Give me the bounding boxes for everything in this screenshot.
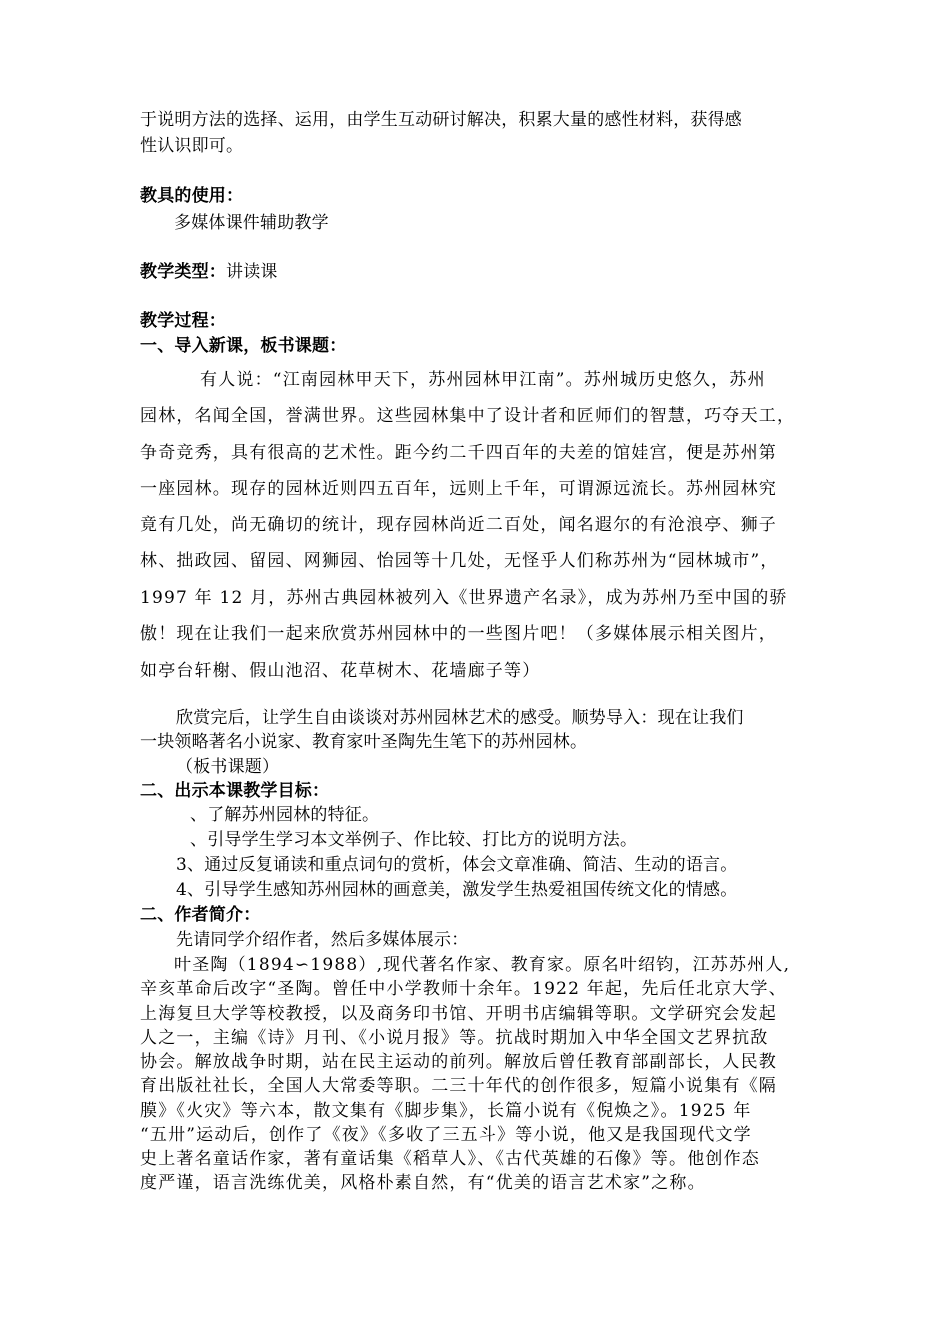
section2-heading: 二、出示本课教学目标： [140,781,330,801]
tools-text: 多媒体课件辅助教学 [174,213,329,233]
intro-line-2: 性认识即可。 [140,136,244,156]
tools-heading: 教具的使用： [140,186,244,206]
bio-line: 辛亥革命后改字“圣陶。曾任中小学教师十余年。1922 年起，先后任北京大学、 [140,979,787,999]
goal-item: 3、通过反复诵读和重点词句的赏析，体会文章准确、简洁、生动的语言。 [176,855,738,875]
section1-para1-line: 如亭台轩榭、假山池沼、花草树木、花墙廊子等） [140,661,541,681]
bio-line: 育出版社社长，全国人大常委等职。二三十年代的创作很多，短篇小说集有《隔 [140,1076,777,1096]
bio-line: 协会。解放战争时期，站在民主运动的前列。解放后曾任教育部副部长，人民教 [140,1052,777,1072]
section1-para1-line: 园林，名闻全国，誉满世界。这些园林集中了设计者和匠师们的智慧，巧夺天工， [140,406,796,426]
type-value: 讲读课 [226,262,278,282]
section1-para1-line: 1997 年 12 月，苏州古典园林被列入《世界遗产名录》，成为苏州乃至中国的骄 [140,588,788,608]
bio-line: 人之一，主编《诗》月刊、《小说月报》等。抗战时期加入中华全国文艺界抗敌 [140,1028,769,1048]
section3-heading: 二、作者简介： [140,905,261,925]
bio-line: 史上著名童话作家，著有童话集《稻草人》、《古代英雄的石像》等。他创作态 [140,1149,760,1169]
section1-para2-line: 一块领略著名小说家、教育家叶圣陶先生笔下的苏州园林。 [140,732,588,752]
goal-item: 、了解苏州园林的特征。 [190,805,380,825]
section1-para1-line: 争奇竞秀，具有很高的艺术性。距今约二千四百年的夫差的馆娃宫，便是苏州第 [140,443,777,463]
teaching-type [140,262,820,282]
bio-line: 叶圣陶（1894∽1988）,现代著名作家、教育家。原名叶绍钧，江苏苏州人, [174,955,791,975]
type-heading: 教学类型： [140,262,226,282]
section1-para2-line: 欣赏完后，让学生自由谈谈对苏州园林艺术的感受。顺势导入：现在让我们 [176,708,744,728]
bio-line: 度严谨，语言洗练优美，风格朴素自然，有“优美的语言艺术家”之称。 [140,1173,706,1193]
bio-line: “五卅”运动后，创作了《夜》《多收了三五斗》等小说，他又是我国现代文学 [140,1125,752,1145]
goal-item: 4、引导学生感知苏州园林的画意美，激发学生热爱祖国传统文化的情感。 [176,880,738,900]
bio-line: 上海复旦大学等校教授，以及商务印书馆、开明书店编辑等职。文学研究会发起 [140,1004,777,1024]
bio-line: 膜》《火灾》等六本，散文集有《脚步集》，长篇小说有《倪焕之》。1925 年 [140,1101,752,1121]
section1-para1-line: 傲！现在让我们一起来欣赏苏州园林中的一些图片吧！（多媒体展示相关图片， [140,624,777,644]
section1-para1-line: 竟有几处，尚无确切的统计，现存园林尚近二百处，闻名遐尔的有沧浪亭、狮子 [140,515,777,535]
section1-para2-line: （板书课题） [176,757,280,777]
goal-item: 、引导学生学习本文举例子、作比较、打比方的说明方法。 [190,830,638,850]
process-heading: 教学过程： [140,311,226,331]
section1-para1-line: 一座园林。现存的园林近则四五百年，远则上千年，可谓源远流长。苏州园林究 [140,479,777,499]
section1-heading: 一、导入新课，板书课题： [140,336,347,356]
section3-lead: 先请同学介绍作者，然后多媒体展示： [176,930,469,950]
section1-para1-line: 林、拙政园、留园、网狮园、怡园等十几处，无怪乎人们称苏州为“园林城市”， [140,551,779,571]
section1-para1-line: 有人说：“江南园林甲天下，苏州园林甲江南”。苏州城历史悠久，苏州 [200,370,766,390]
intro-line-1: 于说明方法的选择、运用，由学生互动研讨解决，积累大量的感性材料，获得感 [140,110,742,130]
